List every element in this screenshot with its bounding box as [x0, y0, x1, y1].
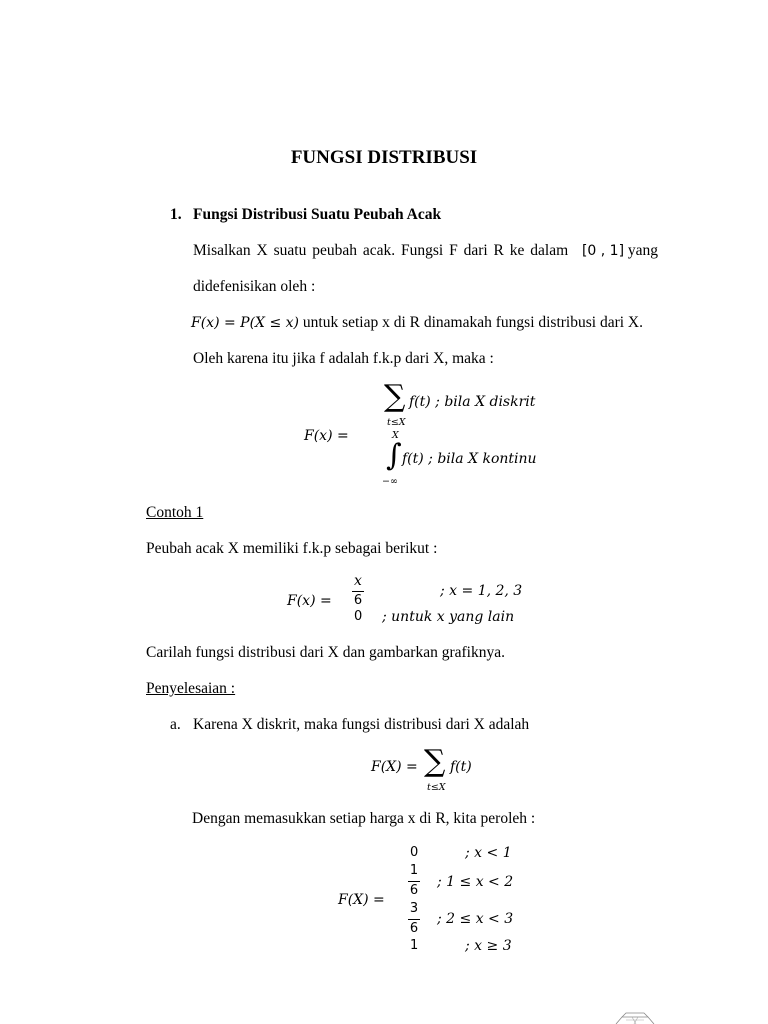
definition-text: untuk setiap x di R dinamakah fungsi distribusi dari X. — [302, 314, 643, 331]
cdf-rhs: f(t) — [450, 759, 472, 775]
cdf-row-fraction-bar — [408, 919, 420, 920]
para1-text: Misalkan X suatu peubah acak. Fungsi F dari R ke dalam — [193, 242, 569, 259]
para1-interval: [0 , 1] — [581, 243, 625, 259]
example-label: Contoh 1 — [146, 504, 204, 521]
cdf-row-numerator: 1 — [409, 863, 419, 878]
solution-label: Penyelesaian : — [146, 680, 236, 697]
page-title: FUNGSI DISTRIBUSI — [290, 147, 478, 168]
piecewise-lhs: F(x) = — [304, 428, 349, 444]
integral-symbol: ∫ — [386, 438, 402, 473]
case2: f(t) ; bila X kontinu — [402, 451, 537, 467]
footer-stamp-icon — [612, 1012, 658, 1024]
pmf-condition1: ; x = 1, 2, 3 — [440, 583, 523, 599]
item-a-marker: a. — [170, 716, 181, 733]
sum-symbol: ∑ — [384, 379, 406, 414]
pmf-numerator: x — [354, 573, 362, 589]
para2: Oleh karena itu jika f adalah f.k.p dari X, maka : — [193, 350, 494, 367]
cdf-row-value: 1 — [410, 938, 419, 953]
example-question: Carilah fungsi distribusi dari X dan gambarkan grafiknya. — [146, 644, 505, 661]
pmf-lhs: F(x) = — [287, 593, 332, 609]
cdf-row-fraction-bar — [408, 881, 420, 882]
definition-formula: F(x) = P(X ≤ x) — [191, 315, 300, 331]
pmf-zero: 0 — [354, 609, 363, 624]
pmf-condition2: ; untuk x yang lain — [382, 609, 515, 625]
section-number: 1. — [170, 206, 182, 223]
item-a-text: Karena X diskrit, maka fungsi distribusi dari X adalah — [193, 716, 530, 733]
pmf-fraction-bar — [352, 591, 364, 592]
case1: f(t) ; bila X diskrit — [409, 394, 536, 410]
section-heading: Fungsi Distribusi Suatu Peubah Acak — [193, 206, 442, 223]
cdf-row-denominator: 6 — [409, 921, 419, 936]
pmf-denominator: 6 — [353, 593, 363, 608]
cdf-row-numerator: 3 — [409, 901, 419, 916]
para1-tail: yang — [627, 242, 658, 259]
integral-lower: −∞ — [382, 476, 398, 487]
definition-line — [191, 314, 643, 332]
cdf-result-lhs: F(X) = — [338, 892, 385, 908]
cdf-sum-subscript: t≤X — [427, 782, 446, 793]
cdf-row-condition: ; x ≥ 3 — [465, 938, 512, 954]
integral-upper: X — [392, 430, 399, 441]
cdf-row-condition: ; x < 1 — [465, 845, 512, 861]
example-statement: Peubah acak X memiliki f.k.p sebagai berikut : — [146, 540, 438, 557]
cdf-row-condition: ; 2 ≤ x < 3 — [437, 911, 514, 927]
cdf-sum-symbol: ∑ — [424, 744, 446, 779]
sum-subscript: t≤X — [387, 417, 406, 428]
cdf-row-denominator: 6 — [409, 883, 419, 898]
para1-line2: didefenisikan oleh : — [193, 278, 316, 295]
para1-line1 — [193, 242, 658, 260]
substitute-text: Dengan memasukkan setiap harga x di R, kita peroleh : — [192, 810, 536, 827]
cdf-row-value: 0 — [410, 845, 419, 860]
cdf-lhs: F(X) = — [371, 759, 418, 775]
cdf-row-condition: ; 1 ≤ x < 2 — [437, 874, 514, 890]
